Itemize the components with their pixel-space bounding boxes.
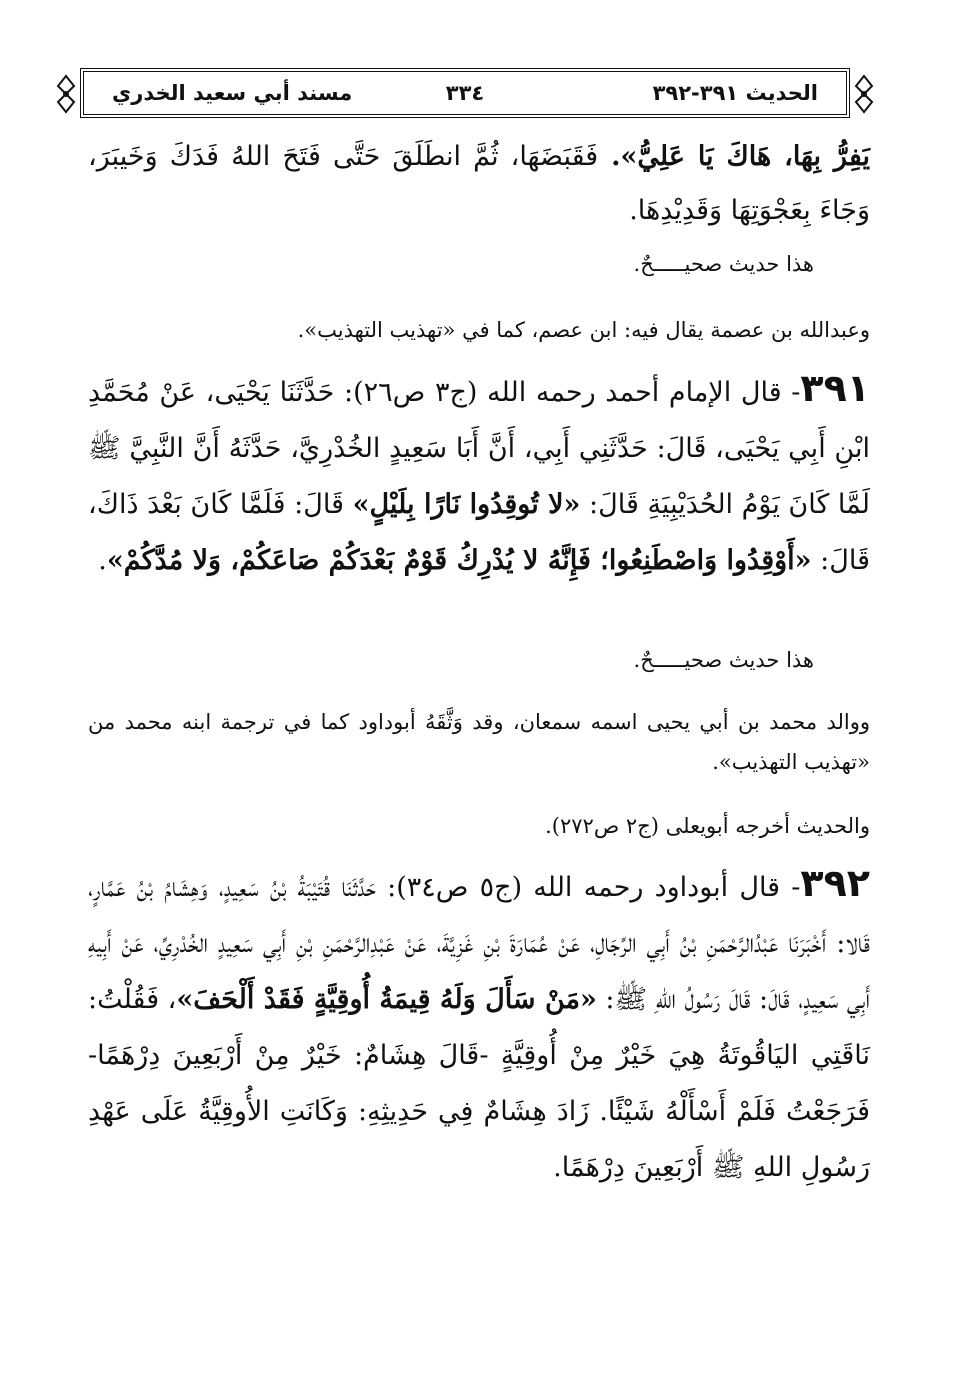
hadith-391-text-1: - قال الإمام أحمد رحمه الله (ج٣ ص٢٦): حَدَّثَنَا يَحْيَى، عَنْ مُحَمَّدِ ابْنِ أَبِي يَحْيَى، قَالَ: حَدَّثَنِي أَبِي، أَنَّ أَبَا سَعِيدٍ الخُدْرِيَّ، حَدَّثَهُ أَنَّ النَّبِيَّ ﷺ لَمَّا كَانَ يَوْمُ الحُدَيْبِيَةِ قَالَ: bbox=[88, 377, 870, 520]
ornament-left-icon bbox=[54, 74, 78, 114]
hadith-392-text-2: ، فَقُلْتُ: نَاقَتِي اليَاقُوتَةُ هِيَ خَيْرٌ مِنْ أُوقِيَّةٍ -قَالَ هِشَامٌ: خَيْرٌ مِنْ أَرْبَعِينَ دِرْهَمًا- فَرَجَعْتُ فَلَمْ أَسْأَلْهُ شَيْئًا. زَادَ هِشَامٌ فِي حَدِيثِهِ: وَكَانَتِ الأُوقِيَّةُ عَلَى عَهْدِ رَسُولِ اللهِ ﷺ أَرْبَعِينَ دِرْهَمًا. bbox=[87, 984, 870, 1183]
hadith-391 bbox=[88, 360, 870, 589]
hadith-number-392: ٣٩٢ bbox=[800, 861, 870, 905]
hadith-391-quote-1: «لا تُوقِدُوا نَارًا بِلَيْلٍ» bbox=[352, 489, 581, 520]
ornament-right-icon bbox=[852, 74, 876, 114]
hadith-391-text-3: . bbox=[98, 545, 107, 576]
intro-text: فَقَبَضَهَا، ثُمَّ انطَلَقَ حَتَّى فَتَحَ اللهُ فَدَكَ وَخَيبَرَ، وَجَاءَ بِعَجْوَتِهَا وَقَدِيْدِهَا. bbox=[88, 141, 870, 226]
hadith-392-quote-1: «مَنْ سَأَلَ وَلَهُ قِيمَةُ أُوقِيَّةٍ فَقَدْ أَلْحَفَ» bbox=[176, 984, 597, 1015]
hadith-392 bbox=[88, 855, 870, 1196]
hadith-391-quote-2: «أَوْقِدُوا وَاصْطَنِعُوا؛ فَإِنَّهُ لا يُدْرِكُ قَوْمٌ بَعْدَكُمْ صَاعَكُمْ، وَلا مُدَّكُمْ» bbox=[106, 545, 812, 576]
note-2: ووالد محمد بن أبي يحيى اسمه سمعان، وقد وَثَّقَهُ أبوداود كما في ترجمة ابنه محمد من «تهذيب التهذيب». bbox=[88, 710, 870, 774]
page-header bbox=[80, 68, 850, 118]
page-number: ٣٣٤ bbox=[445, 81, 485, 105]
intro-bold-text: يَفِرُّ بِهَا، هَاكَ يَا عَلِيُّ». bbox=[598, 141, 870, 172]
hadith-number-391: ٣٩١ bbox=[800, 366, 870, 410]
hadith-391-text-2: قَالَ: فَلَمَّا كَانَ بَعْدَ ذَاكَ، قَالَ: bbox=[88, 489, 870, 576]
header-hadith-range: الحديث ٣٩١-٣٩٢ bbox=[652, 81, 818, 105]
sahih-verdict-1: هذا حديث صحيـــــحٌ. bbox=[633, 252, 814, 276]
header-book-title: مسند أبي سعيد الخدري bbox=[112, 81, 353, 105]
note-3: والحديث أخرجه أبويعلى (ج٢ ص٢٧٢). bbox=[545, 814, 870, 838]
intro-paragraph bbox=[88, 130, 870, 238]
hadith-392-text-1: - قال أبوداود رحمه الله (ج٥ ص٣٤): حَدَّثَنَا قُتَيْبَةُ بْنُ سَعِيدٍ، وَهِشَامُ بْنُ عَمَّارٍ، قَالا: أَخْبَرَنَا عَبْدُالرَّحْمَنِ بْنُ أَبِي الرِّجَالِ، عَنْ عُمَارَةَ بْنِ غَزِيَّةَ، عَنْ عَبْدِالرَّحْمَنِ بْنِ أَبِي سَعِيدٍ الخُدْرِيِّ، عَنْ أَبِيهِ أَبِي سَعِيدٍ، قَالَ: قَالَ رَسُولُ اللهِ ﷺ: bbox=[88, 872, 870, 1015]
note-1: وعبدالله بن عصمة يقال فيه: ابن عصم، كما في «تهذيب التهذيب». bbox=[297, 318, 870, 342]
sahih-verdict-2: هذا حديث صحيـــــحٌ. bbox=[633, 648, 814, 672]
